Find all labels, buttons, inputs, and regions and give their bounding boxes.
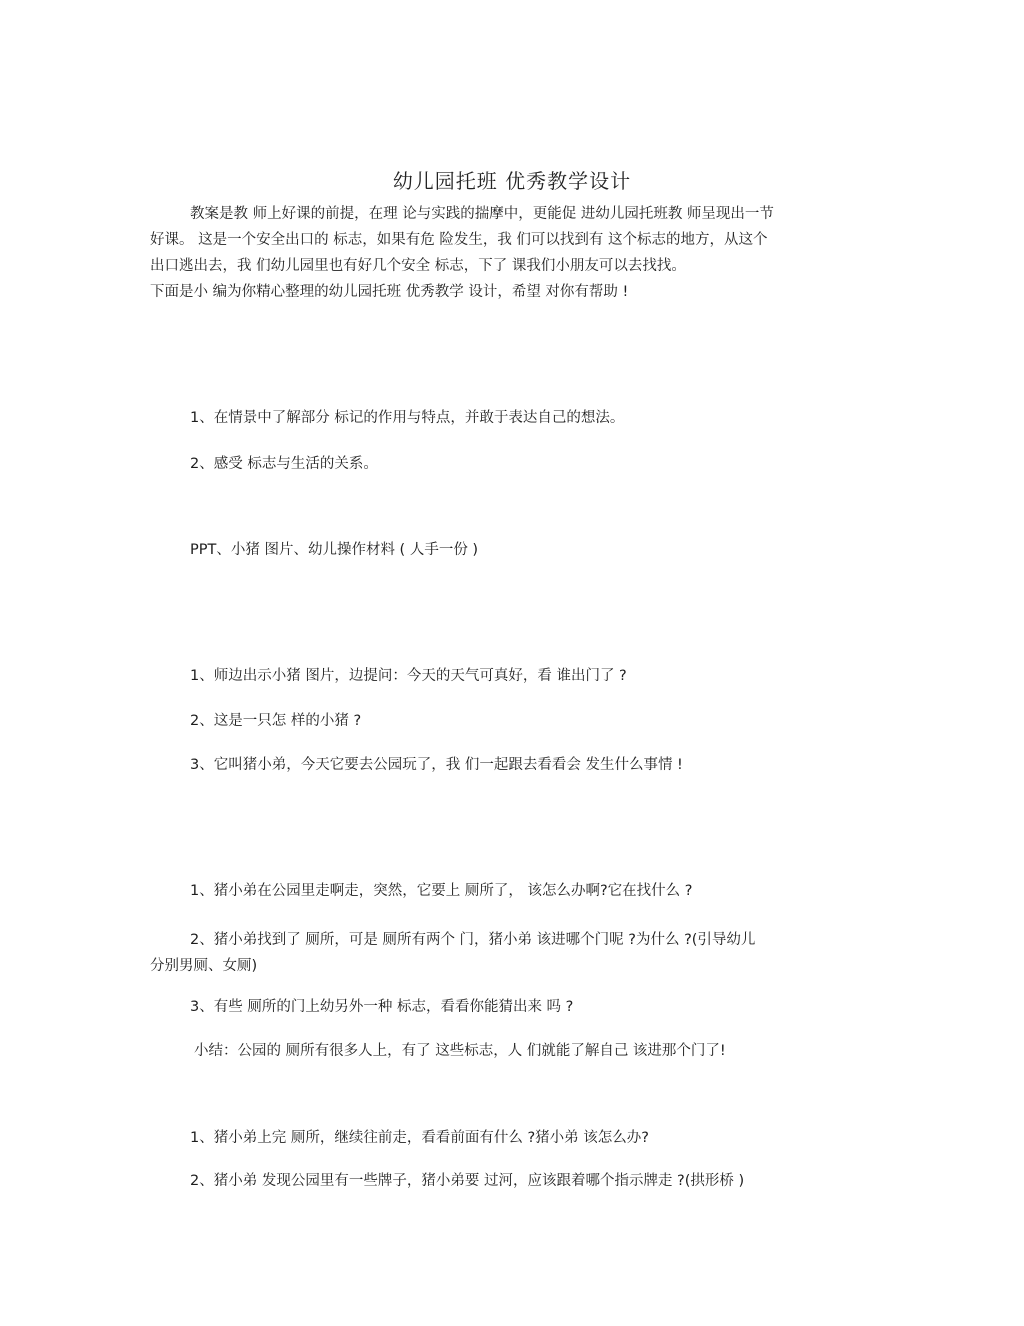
materials-line: PPT、小猪 图片、幼儿操作材料 ( 人手一份 ): [190, 542, 479, 558]
bridge-item-2: 2、猪小弟 发现公园里有一些牌子，猪小弟要 过河，应该跟着哪个指示牌走 ?(拱形桥 ): [190, 1173, 745, 1189]
intro-line-3: 出口逃出去，我 们幼儿园里也有好几个安全 标志，下了 课我们小朋友可以去找找。: [150, 258, 686, 274]
toilet-item-3: 3、有些 厕所的门上幼另外一种 标志，看看你能猜出来 吗 ?: [190, 999, 574, 1015]
document-title: 幼儿园托班 优秀教学设计: [392, 169, 632, 193]
intro-line-1: 教案是教 师上好课的前提，在理 论与实践的揣摩中，更能促 进幼儿园托班教 师呈现出一节: [190, 206, 774, 222]
toilet-summary: 小结：公园的 厕所有很多人上，有了 这些标志，人 们就能了解自己 该进那个门了!: [194, 1043, 726, 1059]
goal-item-1: 1、在情景中了解部分 标记的作用与特点，并敢于表达自己的想法。: [190, 410, 625, 426]
toilet-item-2: 2、猪小弟找到了 厕所，可是 厕所有两个 门，猪小弟 该进哪个门呢 ?为什么 ?(引导幼儿: [190, 932, 756, 948]
intro-line-2: 好课。 这是一个安全出口的 标志，如果有危 险发生，我 们可以找到有 这个标志的地方，从这个: [150, 232, 768, 248]
goal-item-2: 2、感受 标志与生活的关系。: [190, 456, 378, 472]
toilet-item-2-continued: 分别男厕、女厕): [150, 958, 258, 974]
toilet-item-1: 1、猪小弟在公园里走啊走，突然，它要上 厕所了， 该怎么办啊?它在找什么 ?: [190, 883, 693, 899]
intro-activity-item-3: 3、它叫猪小弟，今天它要去公园玩了，我 们一起跟去看看会 发生什么事情 !: [190, 757, 683, 773]
bridge-item-1: 1、猪小弟上完 厕所，继续往前走，看看前面有什么 ?猪小弟 该怎么办?: [190, 1130, 649, 1146]
intro-activity-item-1: 1、师边出示小猪 图片，边提问：今天的天气可真好，看 谁出门了 ?: [190, 668, 627, 684]
intro-line-4: 下面是小 编为你精心整理的幼儿园托班 优秀教学 设计，希望 对你有帮助 !: [150, 284, 629, 300]
intro-activity-item-2: 2、这是一只怎 样的小猪 ?: [190, 713, 362, 729]
